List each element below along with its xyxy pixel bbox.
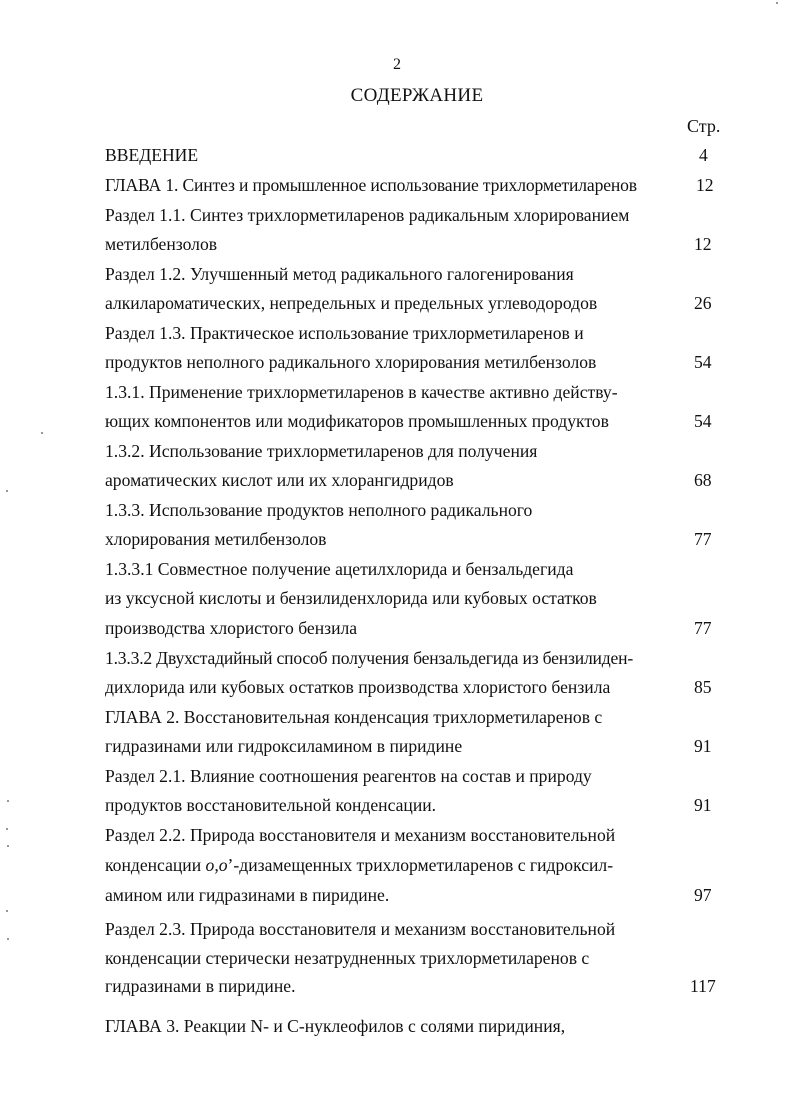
toc-entry-chapter-1: ГЛАВА 1. Синтез и промышленное использование трихлорметиларенов <box>105 175 637 195</box>
toc-page-chapter-1: 12 <box>696 175 714 195</box>
toc-page-section-1-2: 26 <box>694 293 712 313</box>
toc-entry-section-1-3-3-2-line-1: 1.3.3.2 Двухстадийный способ получения бензальдегида из бензилиден- <box>105 648 633 668</box>
toc-entry-section-1-3-2-line-1: 1.3.2. Использование трихлорметиларенов для получения <box>105 441 538 461</box>
toc-entry-section-1-2-line-1: Раздел 1.2. Улучшенный метод радикального галогенирования <box>105 264 574 284</box>
toc-entry-section-1-3-3-2-line-2: дихлорида или кубовых остатков производства хлористого бензила <box>105 677 611 697</box>
toc-page-section-1-3-2: 68 <box>694 470 712 490</box>
scan-speck <box>6 828 8 830</box>
toc-page-section-2-3: 117 <box>690 976 716 996</box>
toc-entry-chapter-2-line-1: ГЛАВА 2. Восстановительная конденсация трихлорметиларенов с <box>105 707 603 727</box>
toc-entry-section-1-1-line-1: Раздел 1.1. Синтез трихлорметиларенов радикальным хлорированием <box>105 205 630 225</box>
toc-entry-section-1-3-3-1-line-2: из уксусной кислоты и бензилиденхлорида или кубовых остатков <box>105 588 597 608</box>
toc-entry-section-1-3-3-1-line-1: 1.3.3.1 Совместное получение ацетилхлорида и бензальдегида <box>105 559 574 579</box>
toc-entry-section-2-1-line-1: Раздел 2.1. Влияние соотношения реагентов на состав и природу <box>105 766 592 786</box>
toc-entry-section-2-2-line-2 <box>105 854 613 876</box>
toc-entry-chapter-3-line-1: ГЛАВА 3. Реакции N- и C-нуклеофилов с солями пиридиния, <box>105 1016 566 1036</box>
page-number: 2 <box>393 56 401 73</box>
toc-entry-section-1-3-line-1: Раздел 1.3. Практическое использование трихлорметиларенов и <box>105 323 584 343</box>
text-prefix: конденсации <box>105 855 206 875</box>
toc-entry-section-1-2-line-2: алкилароматических, непредельных и предельных углеводородов <box>105 293 598 313</box>
toc-entry-section-1-1-line-2: метилбензолов <box>105 234 218 254</box>
toc-page-section-1-3-3: 77 <box>694 529 712 549</box>
scan-speck <box>7 938 9 940</box>
toc-page-introduction: 4 <box>699 145 708 165</box>
scan-speck <box>41 432 43 434</box>
toc-entry-section-2-2-line-1: Раздел 2.2. Природа восстановителя и механизм восстановительной <box>105 825 616 845</box>
scan-speck <box>6 910 8 912</box>
page-column-header: Стр. <box>687 116 721 136</box>
toc-entry-section-1-3-3-line-2: хлорирования метилбензолов <box>105 529 327 549</box>
toc-page-section-1-3-1: 54 <box>694 411 712 431</box>
toc-entry-section-1-3-1-line-2: ющих компонентов или модификаторов промышленных продуктов <box>105 411 609 431</box>
toc-entry-section-1-3-2-line-2: ароматических кислот или их хлорангидридов <box>105 470 454 490</box>
scan-speck <box>6 490 8 492</box>
page-title: СОДЕРЖАНИЕ <box>350 85 484 106</box>
scan-speck <box>776 2 778 4</box>
scan-speck <box>7 800 9 802</box>
toc-page-section-1-1: 12 <box>694 234 712 254</box>
toc-page-section-2-1: 91 <box>694 795 712 815</box>
italic-ortho-label: o,o <box>205 855 228 875</box>
toc-page-section-1-3-3-2: 85 <box>694 677 712 697</box>
toc-entry-section-1-3-line-2: продуктов неполного радикального хлорирования метилбензолов <box>105 352 597 372</box>
toc-entry-section-2-1-line-2: продуктов восстановительной конденсации. <box>105 795 437 815</box>
text-suffix: ’-дизамещенных трихлорметиларенов с гидроксил- <box>227 855 614 875</box>
toc-entry-section-2-3-line-3: гидразинами в пиридине. <box>105 976 296 996</box>
toc-page-section-1-3: 54 <box>694 352 712 372</box>
scan-speck <box>7 845 9 847</box>
toc-entry-section-1-3-3-1-line-3: производства хлористого бензила <box>105 618 358 638</box>
toc-entry-section-1-3-1-line-1: 1.3.1. Применение трихлорметиларенов в качестве активно действу- <box>105 382 618 402</box>
toc-entry-section-2-3-line-2: конденсации стерически незатрудненных трихлорметиларенов с <box>105 948 590 968</box>
toc-entry-chapter-2-line-2: гидразинами или гидроксиламином в пиридине <box>105 736 463 756</box>
toc-entry-section-2-2-line-3: амином или гидразинами в пиридине. <box>105 885 390 905</box>
toc-page-chapter-2: 91 <box>694 736 712 756</box>
toc-entry-section-1-3-3-line-1: 1.3.3. Использование продуктов неполного радикального <box>105 500 533 520</box>
toc-page-section-2-2: 97 <box>694 885 712 905</box>
toc-entry-section-2-3-line-1: Раздел 2.3. Природа восстановителя и механизм восстановительной <box>105 919 616 939</box>
toc-page-section-1-3-3-1: 77 <box>694 618 712 638</box>
toc-entry-introduction: ВВЕДЕНИЕ <box>105 145 199 165</box>
